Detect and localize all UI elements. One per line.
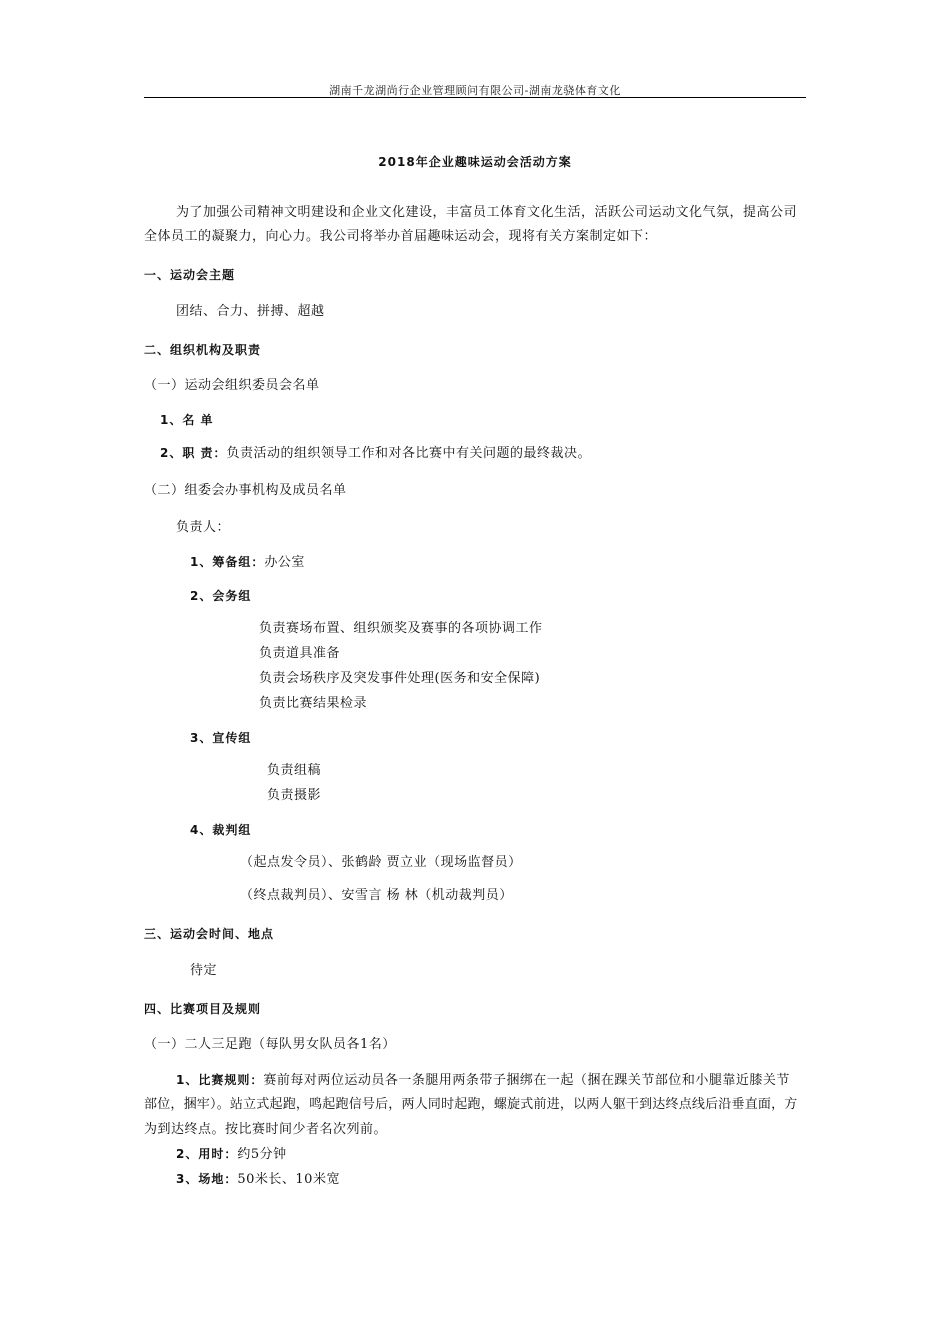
duration-label: 2、用时： [176,1147,238,1161]
group-4-label: 4、裁判组 [190,823,252,837]
section-4-sub-1: （一）二人三足跑（每队男女队员各1名） [144,1037,396,1052]
referee-line-2: （终点裁判员）、安雪言 杨 林（机动裁判员） [240,888,513,903]
section-1-heading: 一、运动会主题 [144,268,236,282]
section-2-sub-2: （二）组委会办事机构及成员名单 [144,483,347,498]
section-3-text: 待定 [190,963,218,978]
group-1 [190,554,305,571]
committee-duty-label: 2、职 责： [160,446,227,460]
venue-item [176,1171,340,1188]
duration-text: 约5分钟 [237,1147,287,1162]
referee-line-1: （起点发令员）、张鹤龄 贾立业（现场监督员） [240,855,522,870]
group-2-duty: 负责会场秩序及突发事件处理(医务和安全保障) [259,671,541,686]
rule-paragraph-line-2: 部位，捆牢）。站立式起跑，鸣起跑信号后，两人同时起跑，螺旋式前进，以两人躯干到达终点线后沿垂直面，方 [144,1097,798,1112]
group-2-duty: 负责道具准备 [259,646,341,661]
committee-list-item: 1、名 单 [160,413,214,427]
group-3-label: 3、宣传组 [190,731,252,745]
rule-paragraph-line-3: 为到达终点。按比赛时间少者名次列前。 [144,1122,388,1137]
section-1-text: 团结、合力、拼搏、超越 [176,304,325,319]
group-2-label: 2、会务组 [190,589,252,603]
committee-duty-text: 负责活动的组织领导工作和对各比赛中有关问题的最终裁决。 [226,446,592,461]
committee-duty-item [160,445,591,462]
header-rule [144,97,806,98]
group-1-label: 1、筹备组： [190,555,265,569]
venue-label: 3、场地： [176,1172,238,1186]
intro-paragraph-line-2: 全体员工的凝聚力，向心力。我公司将举办首届趣味运动会，现将有关方案制定如下： [144,229,658,244]
rule-text-1: 赛前每对两位运动员各一条腿用两条带子捆绑在一起（捆在踝关节部位和小腿靠近膝关节 [263,1073,790,1088]
page-header: 湖南千龙湖尚行企业管理顾问有限公司-湖南龙骁体育文化 [329,84,621,97]
duration-item [176,1146,287,1163]
section-4-heading: 四、比赛项目及规则 [144,1002,262,1016]
rule-paragraph-line-1 [176,1072,790,1089]
document-title: 2018年企业趣味运动会活动方案 [378,155,572,169]
office-leader-label: 负责人： [176,520,231,535]
group-3-duty: 负责摄影 [267,788,322,803]
section-2-heading: 二、组织机构及职责 [144,343,262,357]
rule-label: 1、比赛规则： [176,1073,264,1087]
venue-text: 50米长、10米宽 [237,1172,340,1187]
group-2-duty: 负责比赛结果检录 [259,696,368,711]
section-2-sub-1: （一）运动会组织委员会名单 [144,378,320,393]
section-3-heading: 三、运动会时间、地点 [144,927,275,941]
intro-paragraph-line-1: 为了加强公司精神文明建设和企业文化建设，丰富员工体育文化生活，活跃公司运动文化气氛，提高公司 [176,205,798,220]
group-1-text: 办公室 [264,555,305,570]
group-3-duty: 负责组稿 [267,763,322,778]
group-2-duty: 负责赛场布置、组织颁奖及赛事的各项协调工作 [259,621,543,636]
